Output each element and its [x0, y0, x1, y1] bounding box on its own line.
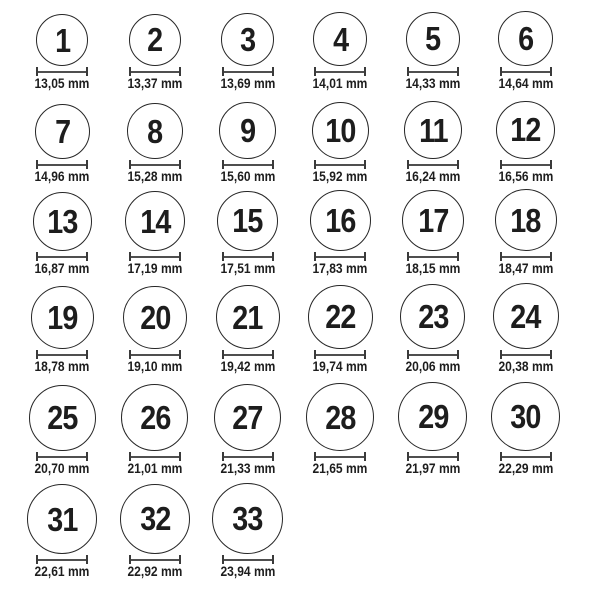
- measure-bar: [224, 256, 272, 258]
- ring-size-cell: [201, 0, 294, 93]
- ring-circle: [312, 102, 370, 160]
- ring-diameter-label: 21,97 mm: [405, 460, 461, 476]
- ring-size-number: 6: [518, 20, 534, 57]
- ring-diameter-label: 19,74 mm: [312, 358, 368, 374]
- ring-circle: [498, 11, 553, 66]
- measure-bar: [409, 256, 457, 258]
- ring-size-number: 33: [232, 500, 263, 537]
- ring-size-number: 1: [54, 21, 70, 59]
- ring-diameter-label: 15,60 mm: [220, 168, 276, 184]
- ring-circle: [491, 382, 561, 452]
- ring-size-number: 14: [139, 202, 171, 240]
- measure-bar: [502, 71, 550, 73]
- ring-size-number: 9: [240, 112, 256, 149]
- measure-bar: [502, 354, 550, 356]
- ring-size-number: 7: [54, 112, 70, 150]
- ring-size-number: 18: [510, 201, 541, 239]
- measure-bar: [38, 164, 86, 166]
- ring-size-cell: [16, 478, 109, 581]
- ring-size-cell: [387, 0, 480, 93]
- chart-row: [16, 186, 572, 278]
- ring-circle: [400, 284, 465, 349]
- ring-size-cell: [479, 0, 572, 93]
- ring-size-number: 17: [417, 201, 449, 239]
- ring-diameter-label: 18,78 mm: [34, 358, 90, 374]
- ring-diameter-label: 14,96 mm: [34, 168, 90, 184]
- measure-bar: [131, 164, 179, 166]
- ring-size-cell: [109, 478, 202, 581]
- measure-bar: [224, 456, 272, 458]
- ring-diameter-label: 13,05 mm: [34, 75, 90, 91]
- ring-size-number: 8: [147, 112, 163, 150]
- measure-bar: [409, 164, 457, 166]
- ring-circle: [216, 285, 280, 349]
- ring-diameter-label: 14,33 mm: [405, 75, 461, 91]
- ring-size-number: 31: [47, 500, 78, 538]
- ring-diameter-label: 13,37 mm: [127, 75, 183, 91]
- measure-bar: [316, 354, 364, 356]
- measure-bar: [316, 256, 364, 258]
- ring-circle: [496, 101, 555, 160]
- ring-size-cell: [16, 376, 109, 478]
- ring-size-cell: [109, 186, 202, 278]
- chart-row: [16, 376, 572, 478]
- ring-diameter-label: 22,29 mm: [498, 460, 554, 476]
- ring-circle: [217, 191, 278, 252]
- ring-circle: [404, 101, 462, 159]
- ring-size-cell: [387, 278, 480, 376]
- measure-bar: [409, 354, 457, 356]
- ring-size-number: 30: [510, 397, 541, 435]
- ring-size-cell: [201, 93, 294, 186]
- ring-diameter-label: 18,15 mm: [405, 260, 461, 276]
- ring-size-number: 28: [325, 398, 356, 436]
- ring-size-cell: [294, 186, 387, 278]
- measure-bar: [131, 71, 179, 73]
- ring-diameter-label: 21,33 mm: [220, 460, 276, 476]
- ring-size-number: 10: [325, 111, 356, 149]
- ring-diameter-label: 16,24 mm: [405, 168, 461, 184]
- measure-bar: [316, 71, 364, 73]
- ring-size-number: 2: [147, 21, 163, 59]
- ring-size-number: 16: [325, 202, 356, 239]
- ring-size-number: 29: [417, 398, 449, 435]
- ring-size-cell: [201, 376, 294, 478]
- ring-size-number: 12: [510, 111, 541, 149]
- ring-size-cell: [479, 93, 572, 186]
- ring-circle: [212, 483, 283, 554]
- ring-size-number: 3: [240, 21, 256, 58]
- ring-diameter-label: 16,87 mm: [34, 260, 90, 276]
- ring-size-number: 24: [510, 297, 541, 335]
- ring-size-cell: [16, 278, 109, 376]
- measure-bar: [224, 71, 272, 73]
- measure-bar: [409, 71, 457, 73]
- chart-row: [16, 0, 572, 93]
- measure-bar: [38, 456, 86, 458]
- ring-diameter-label: 21,01 mm: [127, 460, 183, 476]
- ring-circle: [402, 190, 464, 252]
- ring-diameter-label: 23,94 mm: [220, 563, 276, 579]
- ring-circle: [310, 190, 371, 251]
- ring-circle: [123, 286, 187, 350]
- ring-circle: [406, 12, 461, 67]
- ring-diameter-label: 15,92 mm: [312, 168, 368, 184]
- ring-size-number: 23: [417, 298, 449, 335]
- ring-diameter-label: 22,61 mm: [34, 563, 90, 579]
- measure-bar: [409, 456, 457, 458]
- ring-size-cell: [16, 93, 109, 186]
- measure-bar: [38, 71, 86, 73]
- ring-circle: [29, 385, 96, 452]
- ring-size-cell: [387, 376, 480, 478]
- ring-size-number: 5: [425, 20, 441, 58]
- measure-bar: [316, 456, 364, 458]
- ring-size-number: 32: [139, 500, 171, 538]
- measure-bar: [38, 256, 86, 258]
- measure-bar: [131, 256, 179, 258]
- ring-circle: [493, 283, 559, 349]
- ring-size-cell: [109, 93, 202, 186]
- ring-size-number: 19: [47, 299, 78, 336]
- ring-size-cell: [16, 0, 109, 93]
- ring-size-number: 21: [232, 298, 263, 336]
- ring-size-cell: [294, 0, 387, 93]
- ring-circle: [120, 484, 191, 555]
- ring-size-number: 4: [332, 20, 348, 58]
- ring-size-cell: [201, 478, 294, 581]
- ring-size-cell: [294, 278, 387, 376]
- ring-circle: [35, 104, 91, 160]
- ring-circle: [219, 102, 276, 159]
- ring-diameter-label: 19,42 mm: [220, 358, 276, 374]
- ring-diameter-label: 16,56 mm: [498, 168, 554, 184]
- ring-size-cell: [201, 278, 294, 376]
- measure-bar: [224, 559, 272, 561]
- ring-size-cell: [387, 186, 480, 278]
- ring-diameter-label: 19,10 mm: [127, 358, 183, 374]
- measure-bar: [38, 354, 86, 356]
- ring-diameter-label: 17,83 mm: [312, 260, 368, 276]
- ring-circle: [306, 383, 374, 451]
- ring-diameter-label: 17,51 mm: [220, 260, 276, 276]
- ring-size-cell: [109, 0, 202, 93]
- ring-circle: [36, 14, 88, 66]
- ring-diameter-label: 20,70 mm: [34, 460, 90, 476]
- ring-circle: [127, 103, 183, 159]
- ring-size-cell: [109, 278, 202, 376]
- ring-circle: [27, 484, 97, 554]
- ring-size-cell: [16, 186, 109, 278]
- ring-circle: [33, 192, 92, 251]
- measure-bar: [502, 256, 550, 258]
- ring-diameter-label: 20,38 mm: [498, 358, 554, 374]
- ring-size-cell: [479, 376, 572, 478]
- ring-size-cell: [294, 93, 387, 186]
- ring-size-cell: [109, 376, 202, 478]
- ring-circle: [308, 285, 373, 350]
- ring-size-cell: [479, 186, 572, 278]
- ring-diameter-label: 14,01 mm: [312, 75, 368, 91]
- measure-bar: [502, 456, 550, 458]
- ring-size-cell: [387, 93, 480, 186]
- measure-bar: [38, 559, 86, 561]
- ring-circle: [221, 13, 274, 66]
- chart-row: [16, 478, 572, 581]
- ring-size-cell: [479, 278, 572, 376]
- ring-size-number: 27: [232, 398, 263, 436]
- ring-circle: [121, 384, 188, 451]
- ring-size-number: 26: [139, 399, 171, 436]
- ring-diameter-label: 22,92 mm: [127, 563, 183, 579]
- ring-size-number: 20: [139, 298, 171, 336]
- ring-diameter-label: 17,19 mm: [127, 260, 183, 276]
- ring-circle: [31, 286, 94, 349]
- ring-diameter-label: 14,64 mm: [498, 75, 554, 91]
- ring-circle: [125, 191, 185, 251]
- measure-bar: [224, 164, 272, 166]
- measure-bar: [131, 559, 179, 561]
- measure-bar: [502, 164, 550, 166]
- ring-diameter-label: 13,69 mm: [220, 75, 276, 91]
- ring-size-cell: [201, 186, 294, 278]
- ring-diameter-label: 21,65 mm: [312, 460, 368, 476]
- ring-diameter-label: 20,06 mm: [405, 358, 461, 374]
- ring-size-number: 13: [47, 203, 78, 240]
- ring-size-number: 11: [418, 111, 448, 149]
- measure-bar: [224, 354, 272, 356]
- ring-circle: [313, 12, 367, 66]
- chart-row: [16, 93, 572, 186]
- ring-size-number: 25: [47, 399, 78, 437]
- ring-circle: [495, 189, 557, 251]
- ring-size-cell: [294, 376, 387, 478]
- measure-bar: [131, 354, 179, 356]
- ring-circle: [398, 382, 467, 451]
- measure-bar: [316, 164, 364, 166]
- ring-size-number: 15: [232, 202, 263, 240]
- measure-bar: [131, 456, 179, 458]
- ring-diameter-label: 18,47 mm: [498, 260, 554, 276]
- ring-diameter-label: 15,28 mm: [127, 168, 183, 184]
- ring-size-number: 22: [325, 298, 356, 336]
- ring-circle: [214, 384, 282, 452]
- chart-row: [16, 278, 572, 376]
- ring-circle: [129, 14, 182, 67]
